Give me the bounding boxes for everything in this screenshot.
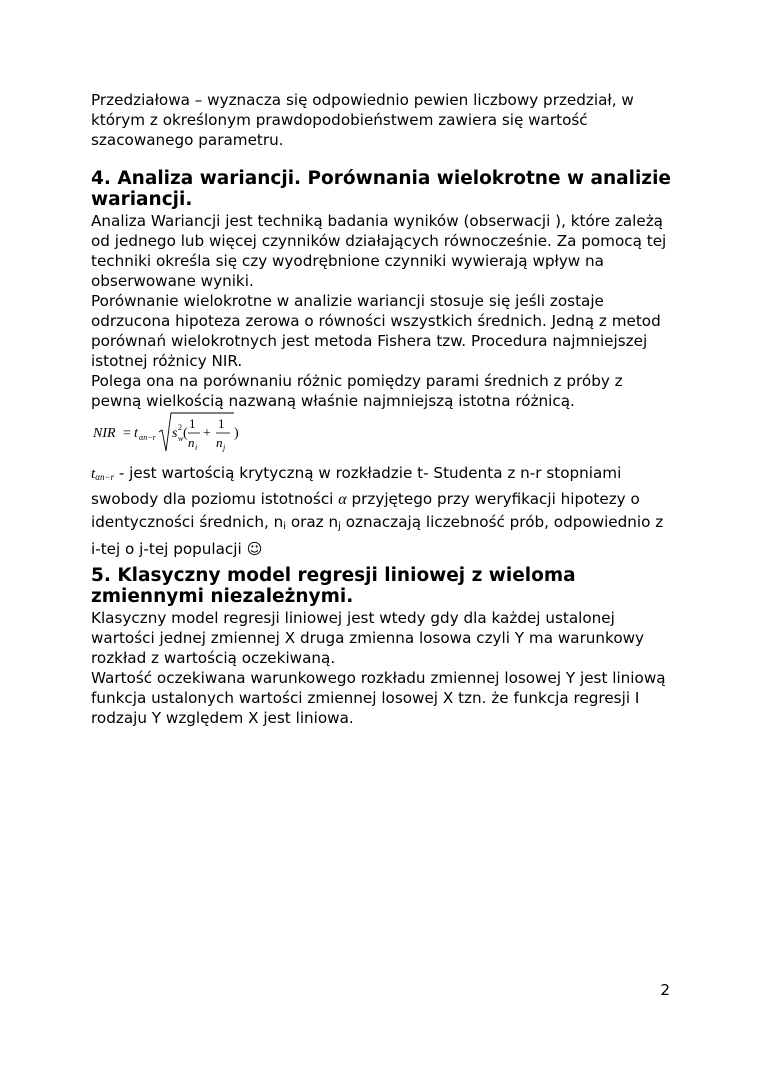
alpha-symbol: α: [338, 491, 347, 508]
formula-s-sup: 2: [178, 423, 182, 432]
nir-formula: [92, 410, 242, 458]
n-i-sub: i: [283, 521, 287, 532]
formula-nj: n: [216, 435, 223, 450]
page-number: 2: [660, 981, 670, 999]
n-j-sub: j: [338, 521, 341, 532]
paragraph-polega-ona: Polega ona na porównaniu różnic pomiędzy parami średnich z próby z pewną wielkością nazwaną właśnie najmniejszą istotna różnicą.: [91, 372, 623, 410]
formula-s: s: [172, 426, 178, 441]
formula-plus: +: [203, 426, 211, 441]
formula-numerator-1: 1: [189, 416, 196, 431]
formula-t: t: [134, 426, 138, 441]
section-heading-5: 5. Klasyczny model regresji liniowej z wieloma zmiennymi niezależnymi.: [91, 565, 576, 607]
paragraph-przedzialowa: Przedziałowa – wyznacza się odpowiednio pewien liczbowy przedział, w którym z określonym prawdopodobieństwem zawiera się wartość szacowanego parametru.: [91, 91, 634, 149]
t-critical-text-4: oznaczają liczebność prób, odpowiednio z i-tej o j-tej populacji ☺: [91, 513, 664, 558]
paragraph-porownanie-wielokrotne: Porównanie wielokrotne w analizie wariancji stosuje się jeśli zostaje odrzucona hipoteza zerowa o równości wszystkich średnich. Jedną z metod porównań wielokrotnych jest metoda Fishera tzw. Procedura najmniejszej istotnej różnicy NIR.: [91, 292, 661, 370]
formula-nj-sub: j: [223, 443, 226, 452]
paragraph-klasyczny-model: Klasyczny model regresji liniowej jest wtedy gdy dla każdej ustalonej wartości jednej zmiennej X druga zmienna losowa czyli Y ma warunkowy rozkład z wartością oczekiwaną.: [91, 609, 645, 667]
formula-open-paren: (: [183, 426, 188, 441]
formula-close-paren: ): [234, 426, 239, 441]
t-critical-text-1: - jest wartością krytyczną w rozkładzie t- Studenta z n-r stopniami swobody dla poziomu istotności: [91, 464, 622, 508]
formula-equals: =: [123, 426, 131, 441]
paragraph-analiza-wariancji: Analiza Wariancji jest techniką badania wyników (obserwacji ), które zależą od jednego lub więcej czynników działających równocześnie. Za pomocą tej techniki określa się czy wyodrębnione czynniki wywierają wpływ na obserwowane wyniki.: [91, 212, 667, 290]
t-critical-text-3: oraz n: [286, 513, 339, 531]
formula-ni: n: [188, 435, 195, 450]
paragraph-t-critical: [91, 462, 676, 560]
formula-ni-sub: i: [195, 443, 198, 452]
formula-t-sub: αn−r: [139, 433, 156, 442]
t-symbol: t: [91, 465, 96, 482]
formula-numerator-2: 1: [218, 416, 225, 431]
formula-s-sub: w: [178, 434, 184, 443]
formula-lhs: NIR: [93, 426, 116, 441]
t-symbol-sub: αn−r: [95, 472, 115, 482]
paragraph-wartosc-oczekiwana: Wartość oczekiwana warunkowego rozkładu zmiennej losowej Y jest liniową funkcja ustalonych wartości zmiennej losowej X tzn. że funkcja regresji I rodzaju Y względem X jest liniowa.: [91, 669, 666, 727]
t-critical-text-2: przyjętego przy weryfikacji hipotezy o identyczności średnich, n: [91, 490, 640, 531]
section-heading-4: 4. Analiza wariancji. Porównania wielokrotne w analizie wariancji.: [91, 168, 671, 210]
